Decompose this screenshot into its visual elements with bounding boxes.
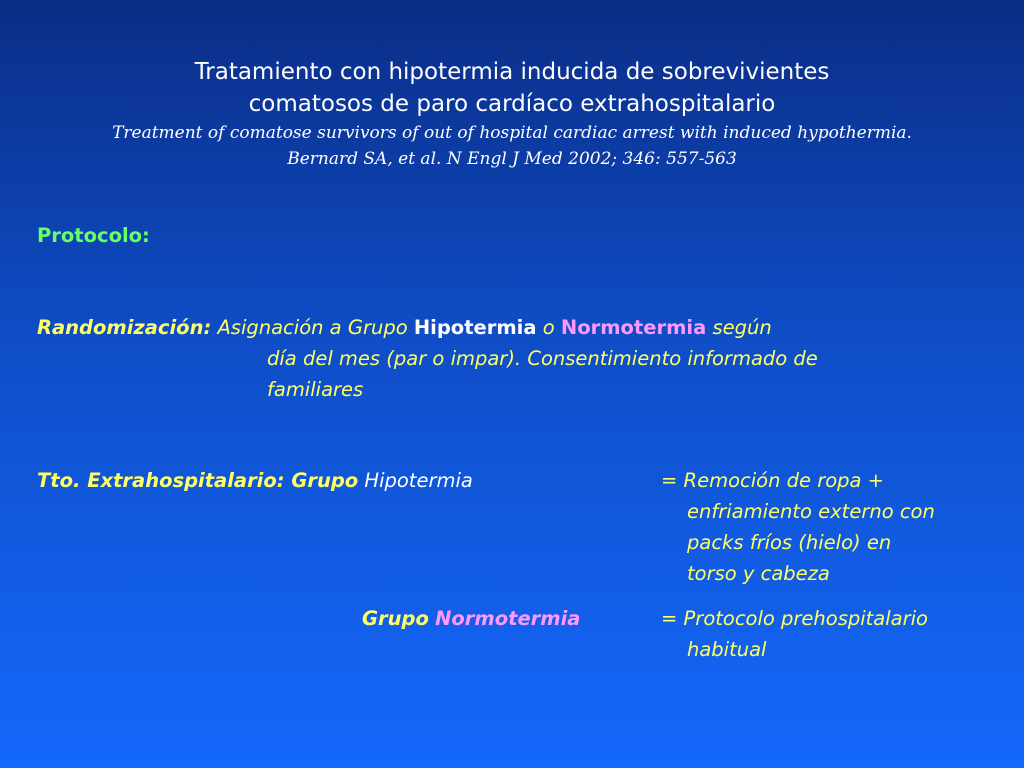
prehospital-normothermia-label — [362, 603, 580, 634]
randomization-label: Randomización: — [37, 316, 212, 339]
title-line-2: comatosos de paro cardíaco extrahospitalario — [248, 91, 776, 117]
reference-line-1: Treatment of comatose survivors of out of hospital cardiac arrest with induced hypothermia. — [112, 123, 912, 143]
normothermia-description-line-2: habitual — [687, 638, 767, 661]
prehospital-group-normothermia: Normotermia — [435, 607, 581, 630]
reference-line-2: Bernard SA, et al. N Engl J Med 2002; 346: 557-563 — [287, 149, 737, 169]
randomization-line-2: día del mes (par o impar). Consentimiento informado de — [267, 347, 818, 370]
randomization-group-normothermia: Normotermia — [560, 316, 707, 339]
randomization-text-after: según — [712, 316, 772, 339]
prehospital-hypothermia-label — [37, 465, 473, 496]
normothermia-description-line-1: = Protocolo prehospitalario — [661, 607, 928, 630]
hypothermia-description-line-2: enfriamiento externo con — [687, 500, 935, 523]
randomization-line-1 — [37, 312, 772, 343]
hypothermia-description-line-1: = Remoción de ropa + — [661, 469, 885, 492]
randomization-text-before: Asignación a Grupo — [217, 316, 408, 339]
protocol-heading: Protocolo: — [37, 224, 150, 247]
title-line-1: Tratamiento con hipotermia inducida de sobrevivientes — [194, 59, 830, 85]
prehospital-group-hypothermia: Hipotermia — [364, 469, 473, 492]
randomization-line-3: familiares — [267, 378, 364, 401]
title-block — [0, 56, 1024, 172]
prehospital-label: Tto. Extrahospitalario: Grupo — [37, 469, 359, 492]
normothermia-grupo-label: Grupo — [362, 607, 429, 630]
hypothermia-description-line-3: packs fríos (hielo) en — [687, 531, 892, 554]
hypothermia-description-line-4: torso y cabeza — [687, 562, 830, 585]
randomization-group-hypothermia: Hipotermia — [413, 316, 537, 339]
randomization-connector: o — [542, 316, 555, 339]
